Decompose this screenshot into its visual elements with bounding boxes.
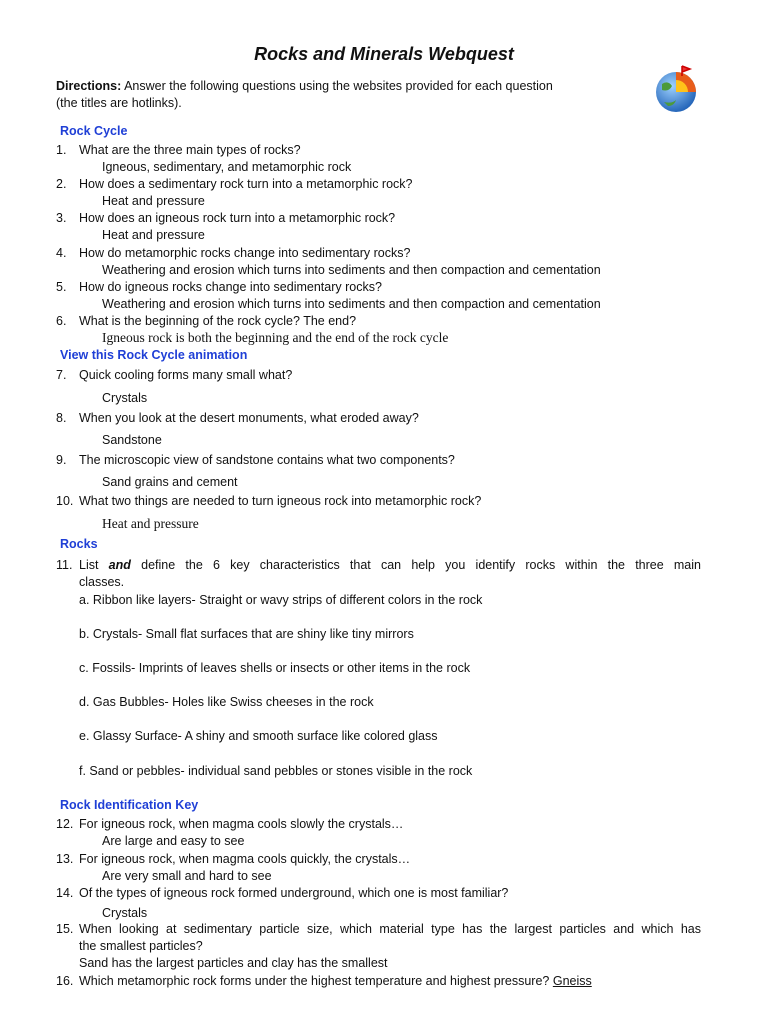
section-rocks-link[interactable]: Rocks [60,537,98,551]
characteristic-b: b. Crystals- Small flat surfaces that are shiny like tiny mirrors [79,627,414,641]
question-14-text: Of the types of igneous rock formed underground, which one is most familiar? [79,886,509,900]
answer-2: Heat and pressure [102,194,205,208]
question-11-text: List and define the 6 key characteristics that can help you identify rocks within the three main [79,558,701,572]
question-3-text: How does an igneous rock turn into a metamorphic rock? [79,211,396,225]
question-4-text: How do metamorphic rocks change into sedimentary rocks? [79,246,411,260]
question-15-text-2: the smallest particles? [79,939,203,953]
answer-9: Sand grains and cement [102,475,238,489]
answer-7: Crystals [102,391,148,405]
characteristic-f: f. Sand or pebbles- individual sand pebbles or stones visible in the rock [79,764,473,778]
answer-16: Gneiss [552,974,592,988]
question-7-text: Quick cooling forms many small what? [79,368,293,382]
answer-15: Sand has the largest particles and clay has the smallest [79,956,388,970]
question-15-text: When looking at sedimentary particle size, which material type has the largest particles and which has [79,922,701,936]
question-11-text-2: classes. [79,575,125,589]
directions-line-1 [56,78,553,94]
question-9-text: The microscopic view of sandstone contains what two components? [79,453,455,467]
characteristic-e: e. Glassy Surface- A shiny and smooth surface like colored glass [79,729,438,743]
answer-14: Crystals [102,906,148,920]
page-title: Rocks and Minerals Webquest [254,44,514,64]
answer-3: Heat and pressure [102,228,205,242]
characteristic-a: a. Ribbon like layers- Straight or wavy strips of different colors in the rock [79,593,483,607]
question-12-text: For igneous rock, when magma cools slowly the crystals… [79,817,404,831]
section-key-link[interactable]: Rock Identification Key [60,798,199,812]
earth-globe-icon [652,64,700,114]
answer-13: Are very small and hard to see [102,869,272,883]
question-1-text: What are the three main types of rocks? [79,143,301,157]
characteristic-c: c. Fossils- Imprints of leaves shells or insects or other items in the rock [79,661,471,675]
characteristic-d: d. Gas Bubbles- Holes like Swiss cheeses in the rock [79,695,374,709]
directions-line-2: (the titles are hotlinks). [56,96,182,110]
question-5-text: How do igneous rocks change into sedimentary rocks? [79,280,382,294]
webquest-page: Rocks and Minerals Webquest Directions: Answer the following questions using the websites provided for each question (the titles are hotlinks). Rock Cycle 1. What are the three main types of rocks? Igneous, sedimentary, and metamorphic rock 2. How does a sedimentary rock turn into a metamorphic rock? Heat and pressure 3. How does an igneous rock turn into a metamorphic rock? Heat and pressure 4. How do metamorphic rocks change into sedimentary rocks? Weathering and erosion which turns into sediments and then compaction and cementation 5. How do igneous rocks change into sedimentary rocks? Weathering and erosion which turns into sediments and then compaction and cementation 6. What is the beginning of the rock cycle? The end? Igneous rock is both the beginning and the end of the rock cycle View this Rock Cycle animation 7. Quick cooling forms many small what? Crystals 8. When you look at the desert monuments, what eroded away? Sandstone 9. The microscopic view of sandstone contains what two components? Sand grains and cement 10. What two things are needed to turn igneous rock into metamorphic rock? Heat and pressure Rocks 11. List and define the 6 key characteristics that can help you identify rocks within the three main classes. a. Ribbon like layers- Straight or wavy strips of different colors in the rock b. Crystals- Small flat surfaces that are shiny like tiny mirrors c. Fossils- Imprints of leaves shells or insects or other items in the rock d. Gas Bubbles- Holes like Swiss cheeses in the rock e. Glassy Surface- A shiny and smooth surface like colored glass f. Sand or pebbles- individual sand pebbles or stones visible in the rock Rock Identification Key 12. For igneous rock, when magma cools slowly the crystals… Are large and easy to see 13. For igneous rock, when magma cools quickly, the crystals… Are very small and hard to see 14. Of the types of igneous rock formed underground, which one is most familiar? Crystals 15. When looking at sedimentary particle size, which material type has the largest particles and which has the smallest particles? Sand has the largest particles and clay has the smallest 16. Which metamorphic rock forms under the highest temperature and highest pressure? Gneiss [0,0,768,1024]
question-13-text: For igneous rock, when magma cools quickly, the crystals… [79,852,411,866]
question-16-text: Which metamorphic rock forms under the highest temperature and highest pressure? Gneiss [79,974,592,988]
question-8-text: When you look at the desert monuments, what eroded away? [79,411,419,425]
answer-12: Are large and easy to see [102,834,245,848]
section-animation-link[interactable]: View this Rock Cycle animation [60,348,248,362]
answer-6: Igneous rock is both the beginning and the end of the rock cycle [102,330,449,345]
question-6-text: What is the beginning of the rock cycle? The end? [79,314,357,328]
answer-4: Weathering and erosion which turns into sediments and then compaction and cementation [102,263,601,277]
answer-1: Igneous, sedimentary, and metamorphic rock [102,160,352,174]
answer-5: Weathering and erosion which turns into sediments and then compaction and cementation [102,297,601,311]
answer-10: Heat and pressure [102,516,199,531]
question-10-text: What two things are needed to turn igneous rock into metamorphic rock? [79,494,482,508]
section-rock-cycle-link[interactable]: Rock Cycle [60,124,128,138]
directions-label: Directions: [56,79,122,93]
question-2-text: How does a sedimentary rock turn into a metamorphic rock? [79,177,413,191]
directions-text: Answer the following questions using the websites provided for each question [121,79,553,93]
answer-8: Sandstone [102,433,162,447]
